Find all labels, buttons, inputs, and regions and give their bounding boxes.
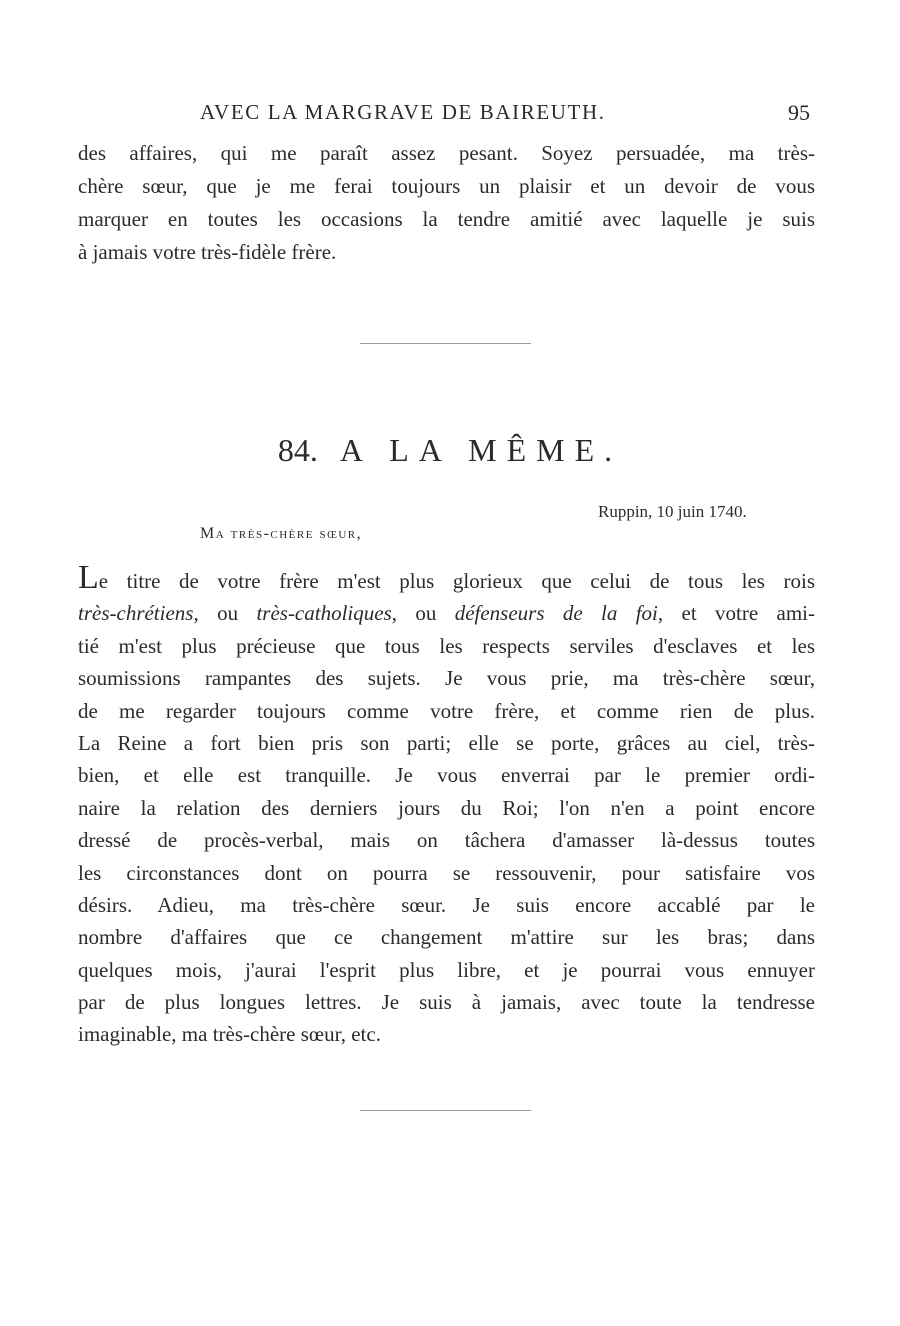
text-line: bien, et elle est tranquille. Je vous enverrai par le premier ordi- <box>78 763 815 788</box>
italic-phrase: défenseurs de la foi <box>454 601 658 626</box>
running-head: AVEC LA MARGRAVE DE BAIREUTH. <box>200 100 606 124</box>
letter-body <box>78 559 815 1051</box>
text-line: nombre d'affaires que ce changement m'attire sur les bras; dans <box>78 925 815 950</box>
text-line: à jamais votre très-fidèle frère. <box>78 240 337 264</box>
text-line: soumissions rampantes des sujets. Je vous prie, ma très-chère sœur, <box>78 666 815 691</box>
letter-heading <box>0 432 900 469</box>
text-line: tié m'est plus précieuse que tous les respects serviles d'esclaves et les <box>78 633 815 658</box>
text-line <box>78 597 815 629</box>
section-divider <box>360 1110 531 1111</box>
section-divider <box>360 343 531 344</box>
text-line: quelques mois, j'aurai l'esprit plus libre, et je pourrai vous ennuyer <box>78 957 815 982</box>
letter-title: A LA MÊME. <box>339 432 623 468</box>
text-line: La Reine a fort bien pris son parti; elle se porte, grâces au ciel, très- <box>78 730 815 755</box>
salutation: Ma très-chère sœur, <box>200 525 363 542</box>
text-line: désirs. Adieu, ma très-chère sœur. Je suis encore accablé par le <box>78 892 815 917</box>
line-tail: , et votre ami- <box>657 601 815 626</box>
separator-text: , ou <box>391 601 455 626</box>
text-line: naire la relation des derniers jours du Roi; l'on n'en a point encore <box>78 795 815 820</box>
text-line: par de plus longues lettres. Je suis à jamais, avec toute la tendresse <box>78 990 815 1015</box>
text-line <box>78 559 815 597</box>
text-line: des affaires, qui me paraît assez pesant. Soyez persuadée, ma très- <box>78 141 815 165</box>
text-line: dressé de procès-verbal, mais on tâchera d'amasser là-dessus toutes <box>78 828 815 853</box>
page-number: 95 <box>788 100 810 125</box>
italic-phrase: très-catholiques <box>256 601 392 626</box>
continued-paragraph <box>78 137 815 269</box>
italic-phrase: très-chrétiens <box>78 601 194 626</box>
text-line: marquer en toutes les occasions la tendre amitié avec laquelle je suis <box>78 207 815 231</box>
text-line: les circonstances dont on pourra se ressouvenir, pour satisfaire vos <box>78 860 815 885</box>
letter-number: 84. <box>277 432 318 468</box>
dateline: Ruppin, 10 juin 1740. <box>598 502 747 521</box>
text-line: imaginable, ma très-chère sœur, etc. <box>78 1022 381 1047</box>
first-line-text: e titre de votre frère m'est plus glorieux que celui de tous les rois <box>98 569 815 593</box>
separator-text: , ou <box>193 601 257 626</box>
text-line: chère sœur, que je me ferai toujours un plaisir et un devoir de vous <box>78 174 815 198</box>
text-line: de me regarder toujours comme votre frère, et comme rien de plus. <box>78 698 815 723</box>
drop-cap: L <box>78 559 99 596</box>
